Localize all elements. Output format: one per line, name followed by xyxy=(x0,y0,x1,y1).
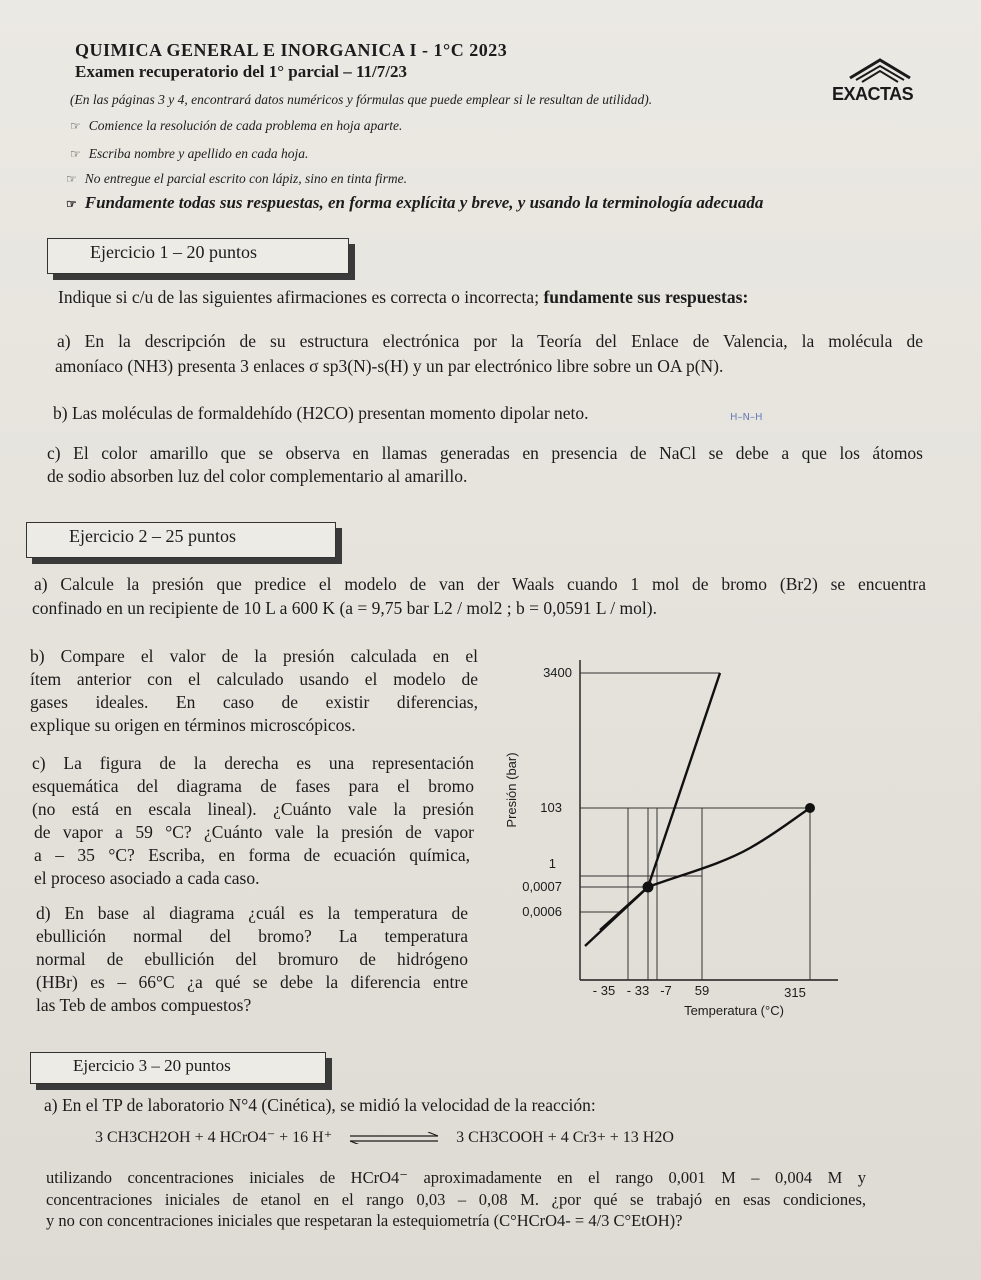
instruction-item: ☞ Fundamente todas sus respuestas, en forma explícita y breve, y usando la terminología adecuada xyxy=(66,193,764,212)
reaction-reactants: 3 CH3CH2OH + 4 HCrO4⁻ + 16 H⁺ xyxy=(95,1129,333,1146)
reaction-equation xyxy=(95,1127,795,1147)
sublimation-curve-extension xyxy=(600,887,648,930)
y-tick-label: 1 xyxy=(548,856,556,871)
ex1-item-c-line1: c) El color amarillo que se observa en llamas generadas en presencia de NaCl se debe a que los átomos xyxy=(47,443,923,463)
ex1-item-a-line1: a) En la descripción de su estructura electrónica por la Teoría del Enlace de Valencia, la molécula de xyxy=(57,331,923,351)
ex2-c-line: c) La figura de la derecha es una representación xyxy=(32,753,474,773)
x-tick-label: - 33 xyxy=(626,983,650,998)
pointing-hand-icon: ☞ xyxy=(66,197,77,211)
ex1-item-b: b) Las moléculas de formaldehído (H2CO) presentan momento dipolar neto. xyxy=(53,403,589,423)
ex2-d-line: (HBr) es – 66°C ¿a qué se debe la diferencia entre xyxy=(36,972,468,992)
critical-point xyxy=(805,803,815,813)
ex3-text-line: y no con concentraciones iniciales que respetaran la estequiometría (C°HCrO4- = 4/3 C°EtOH)? xyxy=(46,1211,683,1230)
ex2-item-a-line2: confinado en un recipiente de 10 L a 600 K (a = 9,75 bar L2 / mol2 ; b = 0,0591 L / mol). xyxy=(32,598,657,618)
y-axis-title: Presión (bar) xyxy=(504,752,519,828)
y-tick-label: 0,0006 xyxy=(522,904,562,919)
x-tick-label: 315 xyxy=(784,985,806,1000)
ex3-item-a-intro: a) En el TP de laboratorio N°4 (Cinética), se midió la velocidad de la reacción: xyxy=(44,1095,596,1115)
ex2-d-line: ebullición normal del bromo? La temperatura xyxy=(36,926,468,946)
reaction-arrow-icon xyxy=(346,1132,442,1144)
ex2-c-line: esquemática del diagrama de fases para el bromo xyxy=(32,776,474,796)
ex1-intro: Indique si c/u de las siguientes afirmaciones es correcta o incorrecta; fundamente sus respuestas: xyxy=(58,287,749,307)
ex3-text-line: utilizando concentraciones iniciales de HCrO4⁻ aproximadamente en el rango 0,001 M – 0,004 M y xyxy=(46,1168,866,1187)
x-tick-label: -7 xyxy=(660,983,672,998)
ex2-d-line: las Teb de ambos compuestos? xyxy=(36,995,252,1015)
ex2-d-line: normal de ebullición del bromuro de hidrógeno xyxy=(36,949,468,969)
triple-point xyxy=(643,882,654,893)
ex2-c-line: a – 35 °C? Escriba, en forma de ecuación química, xyxy=(34,845,470,865)
reaction-products: 3 CH3COOH + 4 Cr3+ + 13 H2O xyxy=(456,1129,674,1146)
exercise-2-header: Ejercicio 2 – 25 puntos xyxy=(26,522,336,558)
y-tick-label: 103 xyxy=(540,800,562,815)
ex2-item-a-line1: a) Calcule la presión que predice el modelo de van der Waals cuando 1 mol de bromo (Br2) se encuentra xyxy=(34,574,926,594)
y-tick-label: 0,0007 xyxy=(522,879,562,894)
instruction-item: ☞ Escriba nombre y apellido en cada hoja. xyxy=(70,146,309,161)
ex2-b-line: gases ideales. En caso de existir diferencias, xyxy=(30,692,478,712)
ex2-c-line: (no está en escala lineal). ¿Cuánto vale la presión xyxy=(32,799,474,819)
instruction-item: ☞ Comience la resolución de cada problema en hoja aparte. xyxy=(70,118,403,133)
ex2-b-line: b) Compare el valor de la presión calculada en el xyxy=(30,646,478,666)
exam-title: QUIMICA GENERAL E INORGANICA I - 1°C 2023 xyxy=(75,40,508,60)
ex2-d-line: d) En base al diagrama ¿cuál es la temperatura de xyxy=(36,903,468,923)
pointing-hand-icon: ☞ xyxy=(70,119,81,133)
x-tick-label: 59 xyxy=(694,983,710,998)
pointing-hand-icon: ☞ xyxy=(70,147,81,161)
vaporization-curve xyxy=(648,808,810,887)
y-tick-label: 3400 xyxy=(543,665,572,680)
instruction-item: ☞ No entregue el parcial escrito con lápiz, sino en tinta firme. xyxy=(66,171,407,186)
ex2-c-line: el proceso asociado a cada caso. xyxy=(34,868,260,888)
ex2-b-line: ítem anterior con el calculado usando el modelo de xyxy=(30,669,478,689)
exercise-1-header: Ejercicio 1 – 20 puntos xyxy=(47,238,349,274)
ex1-item-a-line2: amoníaco (NH3) presenta 3 enlaces σ sp3(N)-s(H) y un par electrónico libre sobre un OA p(N). xyxy=(55,356,724,376)
phase-diagram-chart xyxy=(480,650,840,1030)
x-axis-title: Temperatura (°C) xyxy=(684,1003,784,1018)
exam-subtitle: Examen recuperatorio del 1° parcial – 11/7/23 xyxy=(75,62,407,81)
handwritten-note: H–N–H xyxy=(730,412,763,423)
ex2-c-line: de vapor a 59 °C? ¿Cuánto vale la presión de vapor xyxy=(34,822,474,842)
logo-text: EXACTAS xyxy=(832,84,914,104)
fusion-curve xyxy=(648,673,720,887)
ex3-text-line: concentraciones iniciales de etanol en el rango 0,03 – 0,08 M. ¿por qué se trabajó en esas condiciones, xyxy=(46,1190,866,1209)
instructions-intro: (En las páginas 3 y 4, encontrará datos numéricos y fórmulas que puede emplear si le resultan de utilidad). xyxy=(70,92,653,107)
ex2-b-line: explique su origen en términos microscópicos. xyxy=(30,715,356,735)
logo-roof-icon xyxy=(832,56,922,86)
x-tick-label: - 35 xyxy=(592,983,616,998)
ex1-item-c-line2: de sodio absorben luz del color complementario al amarillo. xyxy=(47,466,468,486)
pointing-hand-icon: ☞ xyxy=(66,172,77,186)
exercise-3-header: Ejercicio 3 – 20 puntos xyxy=(30,1052,326,1084)
exactas-logo xyxy=(832,56,922,106)
